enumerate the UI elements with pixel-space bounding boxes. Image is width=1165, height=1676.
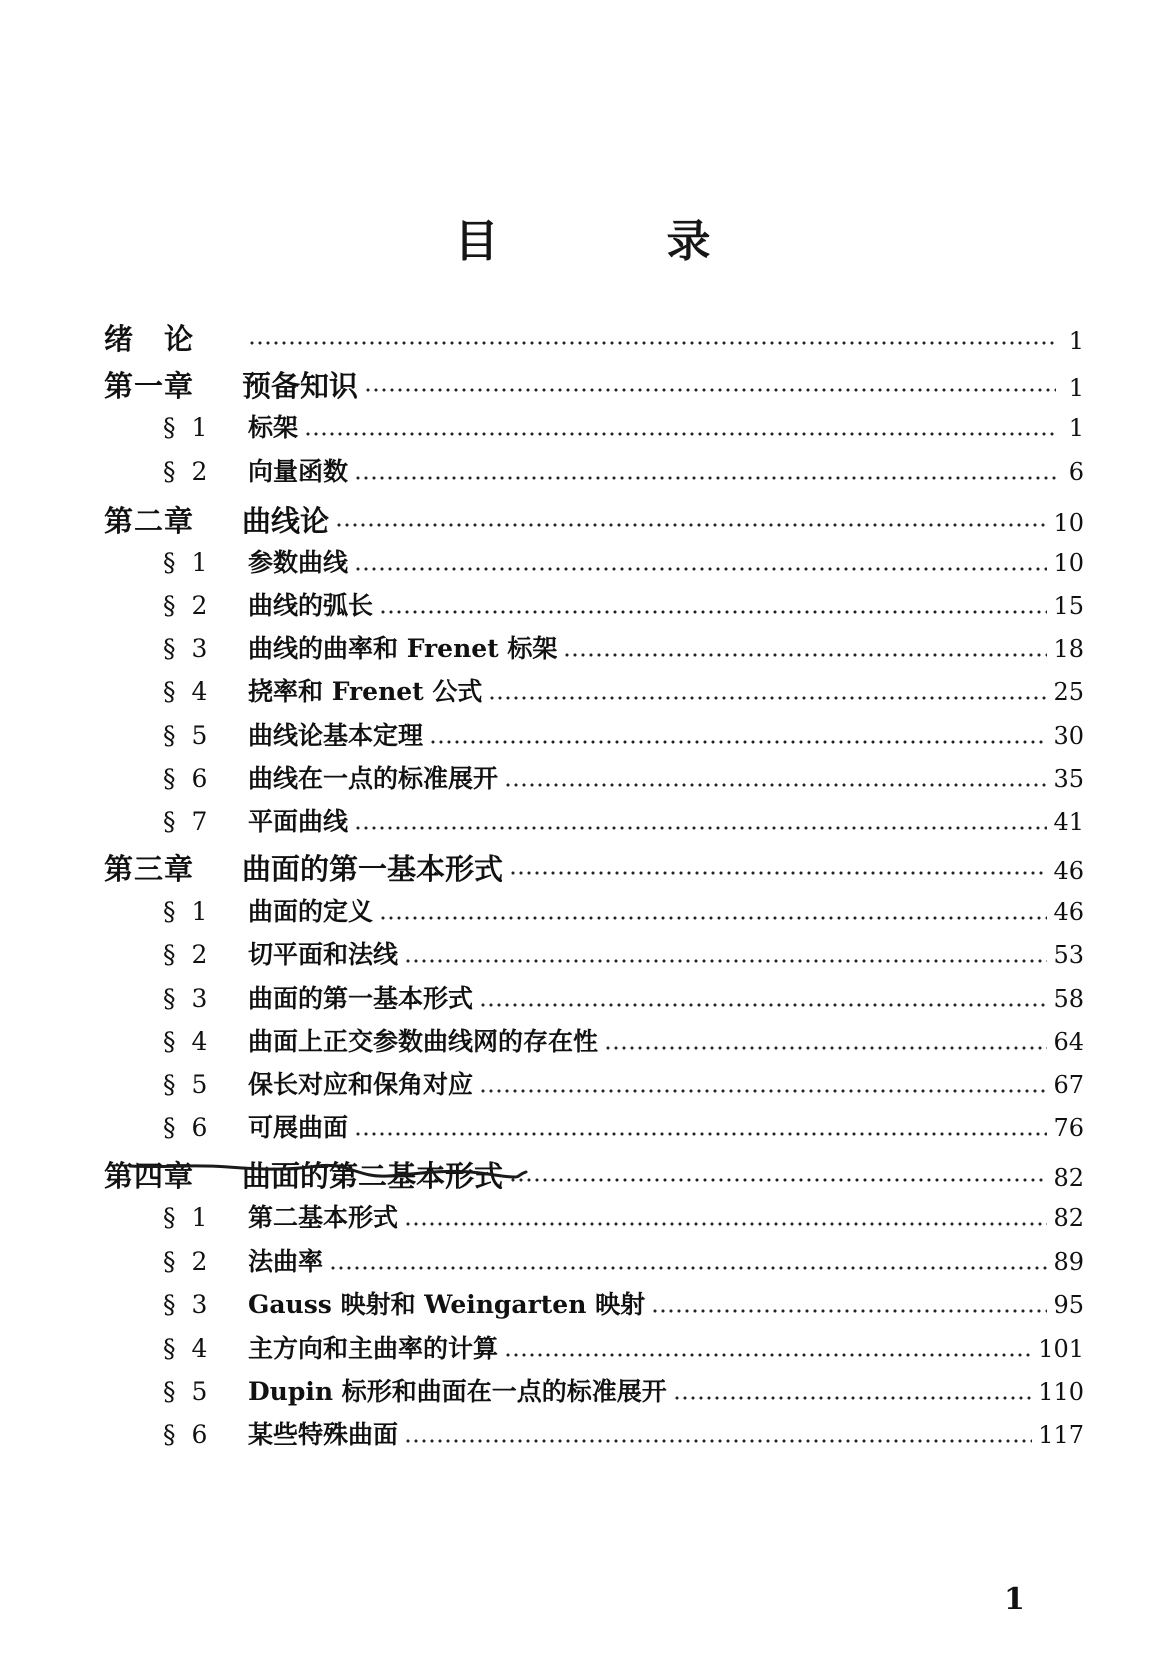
entry-title: 曲面的第一基本形式 bbox=[248, 984, 474, 1013]
section-number: § 3 bbox=[163, 634, 212, 663]
entry-title: 曲线的曲率和 Frenet 标架 bbox=[248, 634, 558, 663]
toc-chapter-entry bbox=[104, 317, 1084, 357]
entry-title: 曲线论基本定理 bbox=[248, 721, 424, 750]
toc-section-entry bbox=[163, 759, 1084, 799]
entry-page-number: 89 bbox=[1053, 1248, 1084, 1276]
entry-page-number: 110 bbox=[1038, 1378, 1084, 1406]
dot-leader bbox=[379, 610, 1047, 614]
section-number: § 5 bbox=[163, 1377, 212, 1406]
entry-title: 曲线论 bbox=[242, 504, 330, 538]
dot-leader bbox=[364, 388, 1056, 392]
dot-leader bbox=[479, 1003, 1047, 1007]
dot-leader bbox=[329, 1266, 1047, 1270]
entry-title: 曲线的弧长 bbox=[248, 591, 374, 620]
entry-page-number: 41 bbox=[1053, 808, 1084, 836]
dot-leader bbox=[488, 696, 1047, 700]
toc-section-entry bbox=[163, 408, 1084, 448]
toc-chapter-entry bbox=[104, 364, 1084, 404]
entry-page-number: 64 bbox=[1053, 1028, 1084, 1056]
entry-page-number: 25 bbox=[1053, 678, 1084, 706]
page-title: 目 录 bbox=[454, 216, 773, 267]
entry-page-number: 1 bbox=[1068, 327, 1084, 355]
toc-section-entry bbox=[163, 802, 1084, 842]
entry-title: 某些特殊曲面 bbox=[248, 1420, 399, 1449]
entry-page-number: 18 bbox=[1053, 635, 1084, 663]
dot-leader bbox=[335, 523, 1047, 527]
entry-title: 第二基本形式 bbox=[248, 1203, 399, 1232]
entry-page-number: 82 bbox=[1053, 1164, 1084, 1192]
entry-page-number: 35 bbox=[1053, 765, 1084, 793]
toc-chapter-entry bbox=[104, 499, 1084, 539]
dot-leader bbox=[509, 871, 1047, 875]
dot-leader bbox=[504, 783, 1047, 787]
dot-leader bbox=[404, 1439, 1032, 1443]
dot-leader bbox=[509, 1178, 1047, 1182]
entry-title: 曲面的定义 bbox=[248, 897, 374, 926]
toc-chapter-entry bbox=[104, 847, 1084, 887]
dot-leader bbox=[404, 1222, 1047, 1226]
entry-title: 向量函数 bbox=[248, 457, 349, 486]
dot-leader bbox=[354, 826, 1047, 830]
section-number: § 2 bbox=[163, 940, 212, 969]
toc-section-entry bbox=[163, 716, 1084, 756]
entry-page-number: 46 bbox=[1053, 898, 1084, 926]
section-number: § 1 bbox=[163, 548, 212, 577]
dot-leader bbox=[504, 1353, 1032, 1357]
entry-title: 标架 bbox=[248, 413, 299, 442]
entry-title: 挠率和 Frenet 公式 bbox=[248, 677, 483, 706]
dot-leader bbox=[248, 341, 1056, 345]
toc-section-entry bbox=[163, 892, 1084, 932]
entry-page-number: 6 bbox=[1068, 458, 1084, 486]
entry-page-number: 15 bbox=[1053, 592, 1084, 620]
entry-page-number: 101 bbox=[1038, 1335, 1084, 1363]
toc-section-entry bbox=[163, 1065, 1084, 1105]
entry-title: 保长对应和保角对应 bbox=[248, 1070, 474, 1099]
dot-leader bbox=[563, 653, 1047, 657]
toc-section-entry bbox=[163, 543, 1084, 583]
entry-title: 切平面和法线 bbox=[248, 940, 399, 969]
entry-title: 预备知识 bbox=[242, 369, 359, 403]
section-number: § 6 bbox=[163, 1113, 212, 1142]
entry-page-number: 53 bbox=[1053, 941, 1084, 969]
entry-page-number: 10 bbox=[1053, 509, 1084, 537]
toc-section-entry bbox=[163, 1108, 1084, 1148]
dot-leader bbox=[379, 916, 1047, 920]
section-number: § 3 bbox=[163, 1290, 212, 1319]
section-number: § 1 bbox=[163, 1203, 212, 1232]
dot-leader bbox=[304, 432, 1056, 436]
entry-page-number: 58 bbox=[1053, 985, 1084, 1013]
entry-page-number: 117 bbox=[1038, 1421, 1084, 1449]
section-number: § 6 bbox=[163, 764, 212, 793]
dot-leader bbox=[604, 1046, 1047, 1050]
entry-page-number: 46 bbox=[1053, 857, 1084, 885]
entry-title: Gauss 映射和 Weingarten 映射 bbox=[248, 1290, 646, 1319]
entry-page-number: 67 bbox=[1053, 1071, 1084, 1099]
toc-section-entry bbox=[163, 672, 1084, 712]
chapter-number: 绪 论 bbox=[104, 322, 195, 356]
section-number: § 4 bbox=[163, 677, 212, 706]
chapter-number: 第一章 bbox=[104, 369, 195, 403]
toc-section-entry bbox=[163, 629, 1084, 669]
chapter-number: 第三章 bbox=[104, 852, 195, 886]
entry-title: 主方向和主曲率的计算 bbox=[248, 1334, 499, 1363]
entry-title: 参数曲线 bbox=[248, 548, 349, 577]
entry-title: 法曲率 bbox=[248, 1247, 324, 1276]
entry-page-number: 82 bbox=[1053, 1204, 1084, 1232]
section-number: § 1 bbox=[163, 413, 212, 442]
section-number: § 7 bbox=[163, 807, 212, 836]
toc-section-entry bbox=[163, 1285, 1084, 1325]
section-number: § 6 bbox=[163, 1420, 212, 1449]
toc-section-entry bbox=[163, 935, 1084, 975]
entry-title: 曲面的第二基本形式 bbox=[242, 1159, 504, 1193]
dot-leader bbox=[354, 476, 1056, 480]
toc-section-entry bbox=[163, 1022, 1084, 1062]
entry-page-number: 30 bbox=[1053, 722, 1084, 750]
entry-page-number: 1 bbox=[1068, 374, 1084, 402]
page-number: 1 bbox=[1004, 1582, 1025, 1617]
toc-section-entry bbox=[163, 1372, 1084, 1412]
dot-leader bbox=[651, 1309, 1047, 1313]
section-number: § 4 bbox=[163, 1027, 212, 1056]
handwritten-underline bbox=[128, 1158, 528, 1188]
entry-page-number: 10 bbox=[1053, 549, 1084, 577]
entry-title: 可展曲面 bbox=[248, 1113, 349, 1142]
dot-leader bbox=[404, 959, 1047, 963]
section-number: § 5 bbox=[163, 721, 212, 750]
toc-section-entry bbox=[163, 1198, 1084, 1238]
toc-section-entry bbox=[163, 1415, 1084, 1455]
entry-page-number: 1 bbox=[1068, 414, 1084, 442]
entry-page-number: 76 bbox=[1053, 1114, 1084, 1142]
section-number: § 2 bbox=[163, 457, 212, 486]
chapter-number: 第二章 bbox=[104, 504, 195, 538]
dot-leader bbox=[673, 1396, 1032, 1400]
toc-section-entry bbox=[163, 979, 1084, 1019]
entry-title: 曲线在一点的标准展开 bbox=[248, 764, 499, 793]
entry-title: 曲面的第一基本形式 bbox=[242, 852, 504, 886]
toc-section-entry bbox=[163, 452, 1084, 492]
dot-leader bbox=[429, 740, 1047, 744]
dot-leader bbox=[479, 1089, 1047, 1093]
dot-leader bbox=[354, 1132, 1047, 1136]
section-number: § 2 bbox=[163, 591, 212, 620]
chapter-number: 第四章 bbox=[104, 1159, 195, 1193]
section-number: § 2 bbox=[163, 1247, 212, 1276]
dot-leader bbox=[354, 567, 1047, 571]
entry-page-number: 95 bbox=[1053, 1291, 1084, 1319]
toc-section-entry bbox=[163, 1242, 1084, 1282]
toc-section-entry bbox=[163, 586, 1084, 626]
toc-section-entry bbox=[163, 1329, 1084, 1369]
entry-title: 曲面上正交参数曲线网的存在性 bbox=[248, 1027, 599, 1056]
section-number: § 4 bbox=[163, 1334, 212, 1363]
entry-title: 平面曲线 bbox=[248, 807, 349, 836]
section-number: § 5 bbox=[163, 1070, 212, 1099]
entry-title: Dupin 标形和曲面在一点的标准展开 bbox=[248, 1377, 667, 1406]
section-number: § 3 bbox=[163, 984, 212, 1013]
section-number: § 1 bbox=[163, 897, 212, 926]
